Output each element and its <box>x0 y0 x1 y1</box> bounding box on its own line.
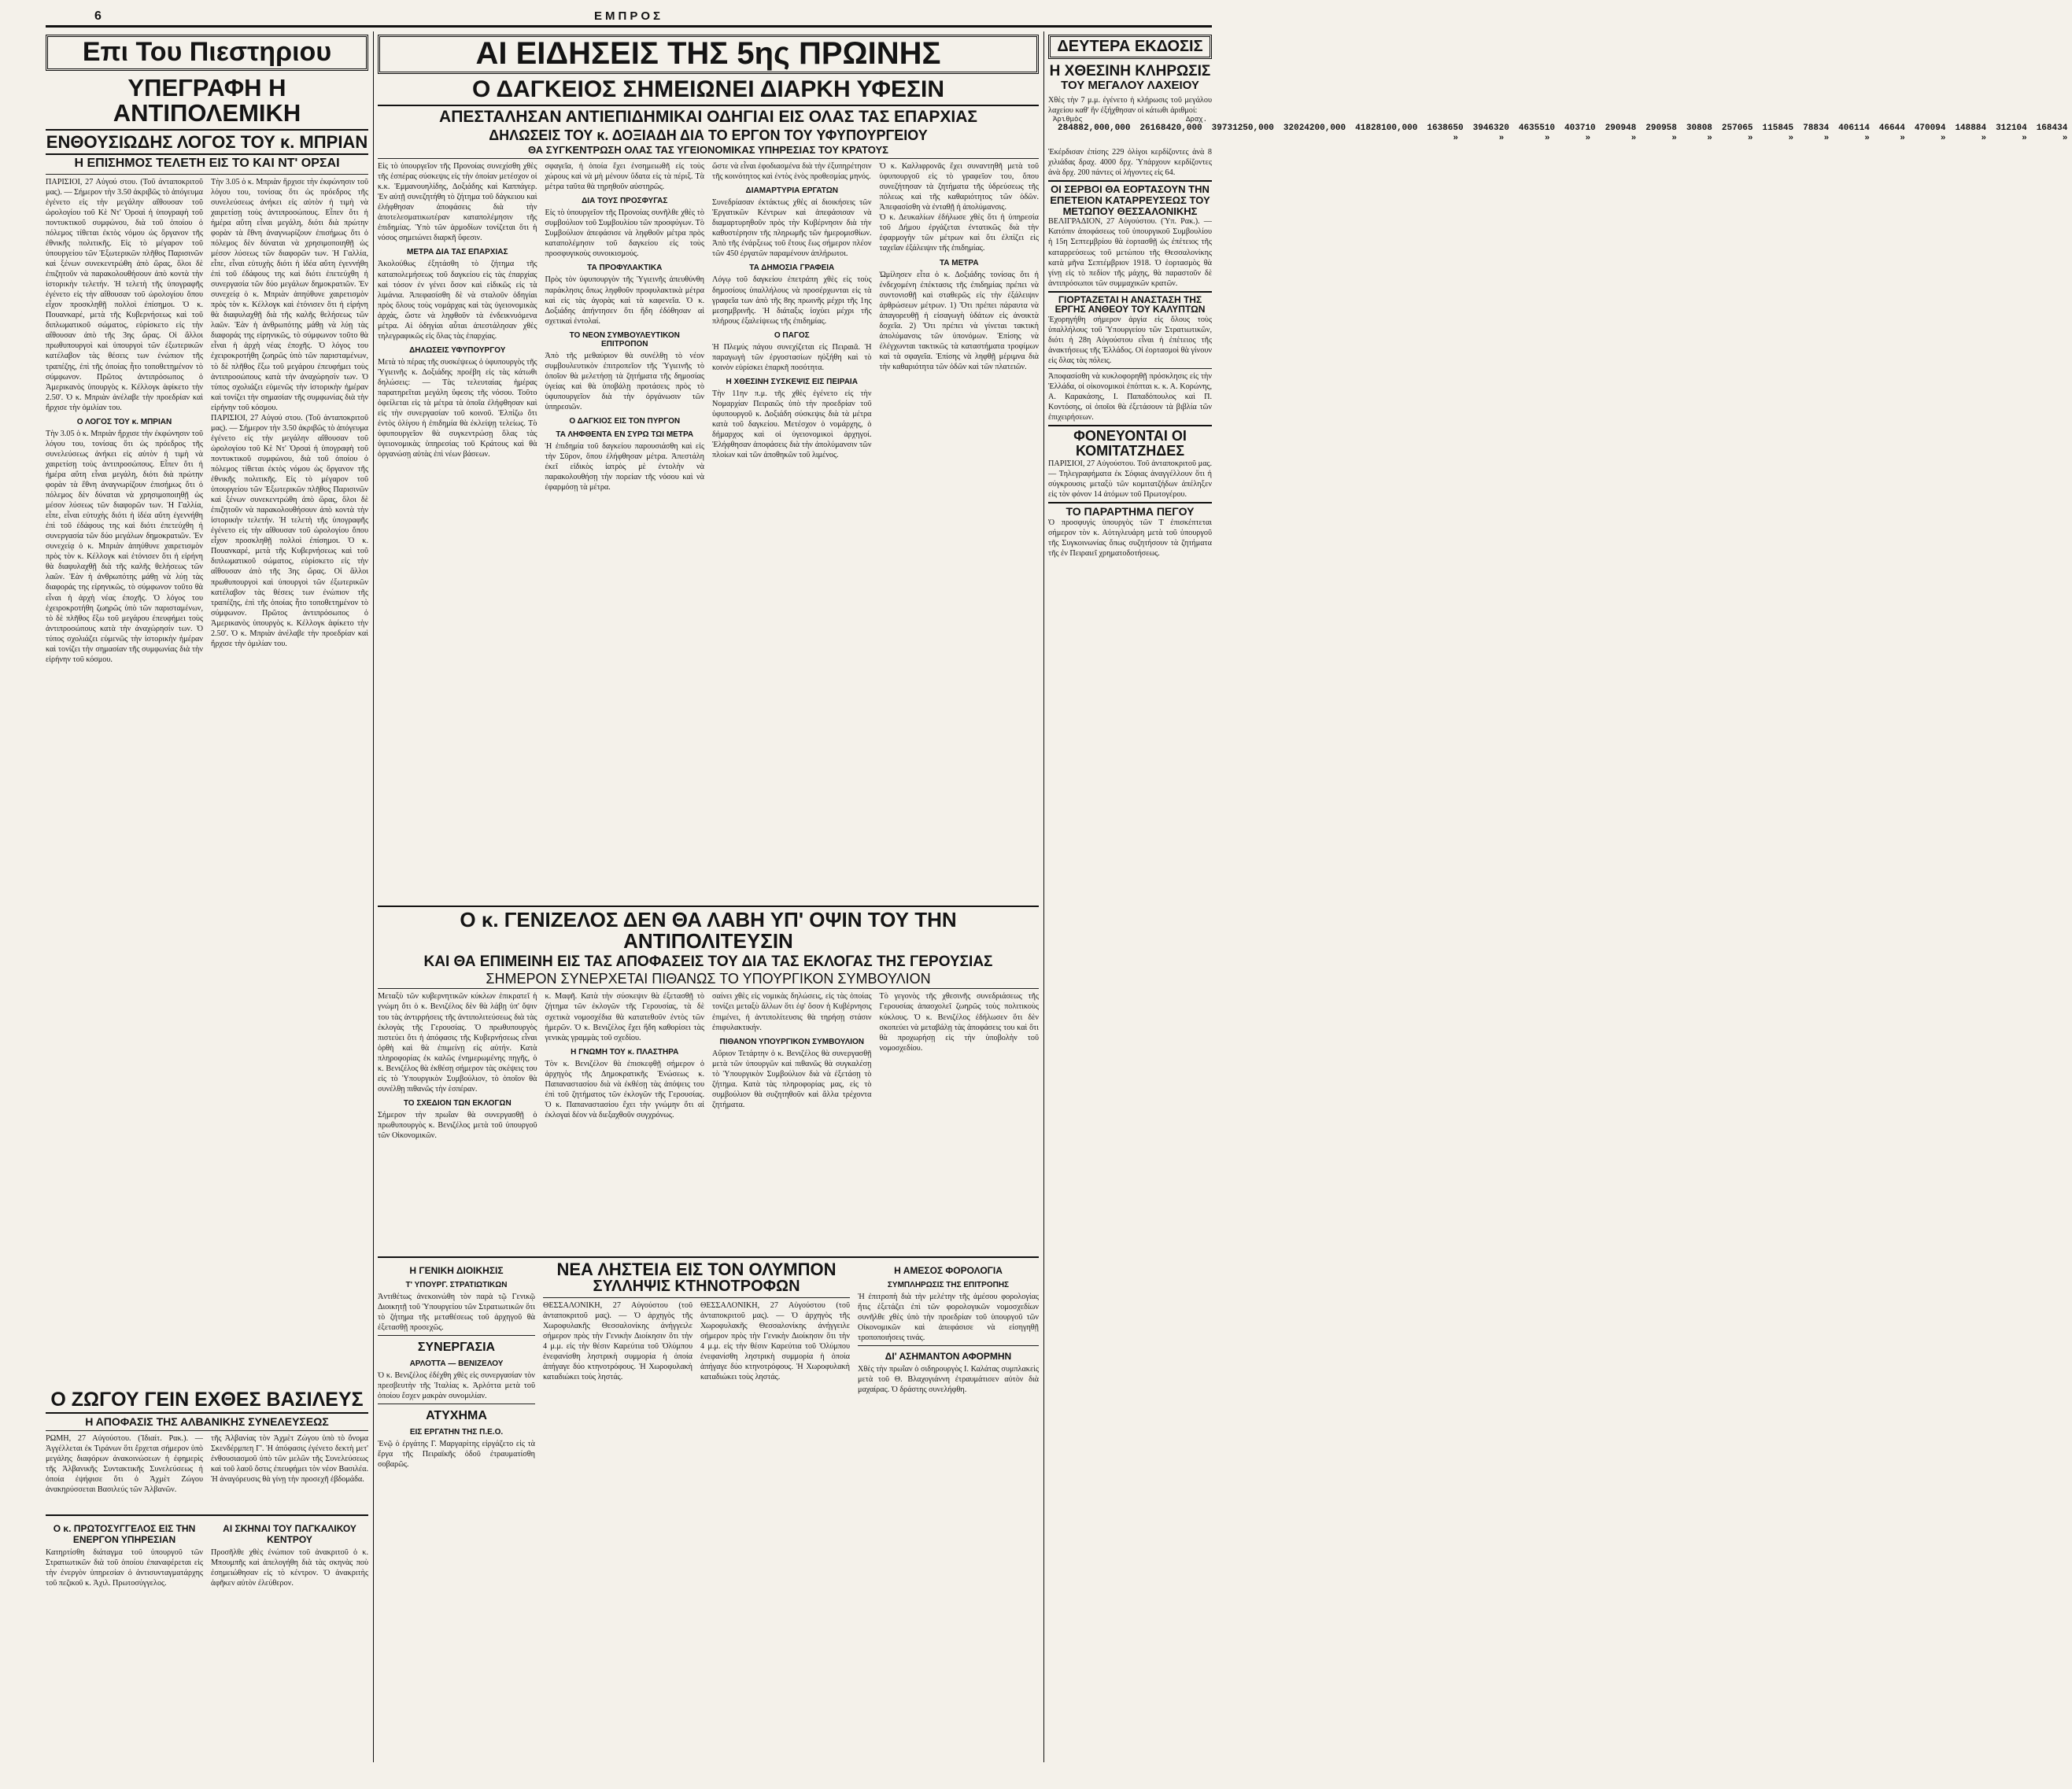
subheadline-briand: ΕΝΘΟΥΣΙΩΔΗΣ ΛΟΓΟΣ ΤΟΥ κ. ΜΠΡΙΑΝ <box>46 131 368 152</box>
lottery-headline: Η ΧΘΕΣΙΝΗ ΚΛΗΡΩΣΙΣ <box>1049 63 1211 79</box>
treaty-body-continued: Τὴν 3.05 ὁ κ. Μπριὰν ἤρχισε τὴν ἐκφώνησιν τοῦ λόγου του, τονίσας ὅτι ὡς πρόεδρος τῆς συνελεύσεως ἀνήκει εἰς αὐτὸν ἡ τιμὴ νὰ χαιρετίσῃ τοὺς ἀντιπροσώπους. Εἶπεν ὅτι ἡ ἡμέρα αὕτη εἶναι μεγάλη, διότι διὰ πρώτην φορὰν τὰ ἔθνη ἀναγνωρίζουν ἐπισήμως ὅτι ὁ πόλεμος δὲν δύναται νὰ χρησιμοποιηθῇ ὡς μέσον λύσεως τῶν διαφορῶν των. Ἡ Γαλλία, εἶπε, εἶναι εὐτυχὴς διότι ἡ ἰδέα αὕτη ἐγεννήθη ἐπὶ τοῦ ἐδάφους της καὶ διότι ἐπετεύχθη ἡ συνεργασία τῶν δύο μεγάλων δημοκρατιῶν. Ἐν συνεχείᾳ ὁ κ. Μπριὰν ἀπηύθυνε χαιρετισμὸν πρὸς τὸν κ. Κέλλογκ καὶ ἐτόνισεν ὅτι ἡ εἰρήνη θὰ διαφυλαχθῇ διὰ τῆς καλῆς θελήσεως τῶν λαῶν. Ἐὰν ἡ ἀνθρωπότης μάθῃ νὰ λύῃ τὰς διαφοράς της εἰρηνικῶς, τὸ σύμφωνον τοῦτο θὰ εἶναι ἡ ἀρχὴ νέας ἐποχῆς. Ὁ λόγος του ἐχειροκροτήθη ζωηρῶς ὑπὸ τῶν παρισταμένων, τὸ δὲ πλῆθος ἔξω τοῦ μεγάρου ἐπευφήμει τοὺς ἀντιπροσώπους κατὰ τὴν ἀναχώρησίν των. Ὁ τύπος σχολιάζει εὐμενῶς τὴν ἱστορικὴν ἡμέραν καὶ τονίζει τὴν σημασίαν τῆς συμφωνίας διὰ τὴν εἰρήνην τοῦ κόσμου. <box>211 177 368 412</box>
dengue-c2: σφαγεῖα, ἡ ὁποία ἔχει ἐνσημειωθῆ εἰς τοὺς χώρους καὶ νὰ μὴ μένουν ὕδατα εἰς τὰ πέριξ. Τὰ μέτρα ταῦτα θὰ τηρηθοῦν αὐστηρῶς. <box>545 162 704 192</box>
lottery-prize: 420,000 <box>1165 124 1202 134</box>
dengue-c3: ὥστε νὰ εἶναι ἐφοδιασμένα διὰ τὴν ἐξυπηρέτησιν τῆς κοινότητος καὶ ἐντὸς ἑνὸς προθεσμίας μηνός. <box>712 162 872 182</box>
annex-body: Ὁ προσφυγὶς ὑπουργὸς τῶν Τ ἐπισκέπτεται σήμερον τὸν κ. Αὐτιγλευάρη μετὰ τοῦ ὑπουργοῦ τῆς Συγκοινωνίας ὅπως συζητήσουν τὰ ζητήματα τῆς ἐν Πειραιεῖ χρηματοδοτήσεως. <box>1048 518 1212 559</box>
lottery-prize: 20 » <box>1498 124 1509 144</box>
serbs-body: ΒΕΛΙΓΡΑΔΙΟΝ, 27 Αὐγούστου. (Ὑπ. Ρακ.). — Κατόπιν ἀποφάσεως τοῦ ὑπουργικοῦ Συμβουλίου ἡ 15η Σεπτεμβρίου θὰ ἑορτασθῇ ὡς ἐπέτειος τῆς καταρρεύσεως τοῦ μετώπου τῆς Θεσσαλονίκης κατὰ μῆνα Σεπτέμβριον 1918. Ὁ ἑορτασμὸς θὰ γίνῃ εἰς τὸ πεδίον τῆς μάχης, θὰ παραστοῦν δὲ ἀντιπρόσωποι τῶν συμμαχικῶν κρατῶν. <box>1048 217 1212 288</box>
lottery-row <box>1834 124 1874 144</box>
left-column <box>46 35 368 1380</box>
lottery-after: Ἐκέρδισαν ἐπίσης 229 ὀλίγοι κερδίζοντες ἀνὰ 8 χιλιάδας δραχ. 4000 δρχ. Ὑπάρχουν κερδίζοντες ἀνὰ δρχ. 200 πάντες οἱ λήγοντες εἰς 64. <box>1048 148 1212 178</box>
provinces-subhead: ΜΕΤΡΑ ΔΙΑ ΤΑΣ ΕΠΑΡΧΙΑΣ <box>407 248 508 257</box>
zog-body-2: τῆς Ἀλβανίας τὸν Ἀχμὲτ Ζώγου ὑπὸ τὸ ὄνομα Σκενδέρμπεη Γ'. Ἡ ἀπόφασις ἐγένετο δεκτὴ μετ' ἐνθουσιασμοῦ ὑπὸ τῶν μελῶν τῆς Συνελεύσεως καὶ τοῦ λαοῦ ὅστις ἐπευφήμει τὸν νέον Βασιλέα. Ἡ ἀναγόρευσις θὰ γίνῃ τὴν προσεχῆ ἑβδομάδα. <box>211 1433 368 1485</box>
lottery-header-num: Ἀριθμὸς <box>1053 115 1083 124</box>
lottery-number: 46355 <box>1518 124 1545 134</box>
lottery-prize: 5 » <box>1747 124 1753 144</box>
refugees-subhead: ΔΙΑ ΤΟΥΣ ΠΡΟΣΦΥΓΑΣ <box>582 197 668 206</box>
lottery-row <box>1682 124 1717 144</box>
venizelos-c2: κ. Μαφῆ. Κατὰ τὴν σύσκεψιν θὰ ἐξετασθῇ τὸ ζήτημα τῶν ἐκλογῶν τῆς Γερουσίας, τὰ δὲ σχετικὰ νομοσχέδια θὰ κατατεθοῦν ἐντὸς τῶν ἡμερῶν. Ὁ κ. Βενιζέλος ἔχει ἤδη καθορίσει τὰς γενικὰς γραμμὰς τοῦ σχεδίου. <box>545 992 704 1042</box>
undersecretary-subhead: ΔΗΛΩΣΕΙΣ ΥΦΥΠΟΥΡΓΟΥ <box>409 345 506 355</box>
lottery-prize: 10 » <box>1544 124 1556 144</box>
anniversary-body: Ἐχορηγήθη σήμερον ἀργία εἰς ὅλους τοὺς ὑπαλλήλους τοῦ Ὑπουργείου τῶν Στρατιωτικῶν, διότι ἡ 28η Αὐγούστου εἶναι ἡ ἐπέτειος τῆς ἀνακτήσεως τῆς Ἑλλάδος. Οἱ ἐορτασμοὶ θὰ γίνουν εἰς ὅλας τὰς πόλεις. <box>1048 315 1212 366</box>
pyrgos-subhead: Ο ΔΑΓΚΙΟΣ ΕΙΣ ΤΟΝ ΠΥΡΓΟΝ <box>569 416 681 426</box>
measures-subhead: ΤΑ ΜΕΤΡΑ <box>939 258 979 267</box>
dengue-headline: Ο ΔΑΓΚΕΙΟΣ ΣΗΜΕΙΩΝΕΙ ΔΙΑΡΚΗ ΥΦΕΣΙΝ <box>472 76 944 102</box>
lottery-prize: 4 » <box>2062 124 2068 144</box>
lottery-prize: 4 » <box>1900 124 1905 144</box>
lottery-row <box>1279 124 1350 144</box>
concentration-headline: ΘΑ ΣΥΓΚΕΝΤΡΩΣΗ ΟΛΑΣ ΤΑΣ ΥΓΕΙΟΝΟΜΙΚΑΣ ΥΠΗΡΕΣΙΑΣ ΤΟΥ ΚΡΑΤΟΥΣ <box>528 144 888 157</box>
pangalikou-body: Προσῆλθε χθὲς ἐνώπιον τοῦ ἀνακριτοῦ ὁ κ. Μπουμπῆς καὶ ἀπελογήθη διὰ τὰς σκηνὰς ποὺ ἐσημειώθησαν εἰς τὸ κέντρον. Ὁ ἀνακριτὴς ἀφῆκεν αὐτὸν ἐλεύθερον. <box>211 1547 368 1588</box>
lottery-table <box>1048 115 2068 145</box>
olympus-headline: ΝΕΑ ΛΗΣΤΕΙΑ ΕΙΣ ΤΟΝ ΟΛΥΜΠΟΝ <box>556 1260 837 1279</box>
tax-headline: Η ΑΜΕΣΟΣ ΦΟΡΟΛΟΓΙΑ <box>894 1265 1003 1276</box>
right-column <box>1048 35 2068 1765</box>
refugees-body: Εἰς τὸ ὑπουργεῖον τῆς Προνοίας συνῆλθε χθὲς τὸ συμβούλιον τοῦ Συμβουλίου τῶν προσφύγων. Τὸ Συμβούλιον ἀπεφάσισε νὰ ληφθοῦν μέτρα πρὸς καταπολέμησιν τοῦ δαγκείου εἰς τοὺς προσφυγικοὺς συνοικισμούς. <box>545 208 704 259</box>
treaty-subhead: Ο ΛΟΓΟΣ ΤΟΥ κ. ΜΠΡΙΑΝ <box>76 417 172 426</box>
olympus-body: ΘΕΣΣΑΛΟΝΙΚΗ, 27 Αὐγούστου (τοῦ ἀνταποκριτοῦ μας). — Ὁ ἀρχηγὸς τῆς Χωροφυλακῆς Θεσσαλονίκης ἀνήγγειλε σήμερον πρὸς τὴν Γενικὴν Διοίκησιν ὅτι τὴν 4 μ.μ. εἰς τὴν θέσιν Καρεύτια τοῦ Ὀλύμπου ἐνεφανίσθη ληστρικὴ συμμορία ἡ ὁποία ἀπήγαγε δύο κτηνοτρόφους. Ἡ Χωροφυλακὴ καταδιώκει τοὺς ληστάς. <box>543 1301 693 1382</box>
lottery-prize: 4 » <box>2022 124 2027 144</box>
anniversary-headline: ΓΙΟΡΤΑΖΕΤΑΙ Η ΑΝΑΣΤΑΣΗ ΤΗΣ ΕΡΓΗΣ ΑΝΘΕΟΥ ΤΟΥ ΚΑΛΥΠΤΩΝ <box>1054 293 1206 315</box>
lottery-row <box>1560 124 1601 144</box>
treaty-body: ΠΑΡΙΣΙΟΙ, 27 Αὐγού στου. (Τοῦ ἀνταποκριτοῦ μας). — Σήμερον τὴν 3.50 ἀκριβῶς τὸ ἀπόγευμα ἐγένετο εἰς τὴν μεγάλην αἴθουσαν τοῦ ὡρολογίου τοῦ Κὲ Ντ' Ὀρσαὶ ἡ ὑπογραφὴ τοῦ ποντυκτικοῦ συμφώνου, διὰ τοῦ ὁποίου ὁ πόλεμος τίθεται ἐκτὸς νόμου ὡς ὄργανον τῆς ἐθνικῆς πολιτικῆς. Εἰς τὸ μέγαρον τοῦ ὑπουργείου τῶν Ἐξωτερικῶν πλῆθος Παρισινῶν καὶ ξένων συνεκεντρώθη ἀπὸ ὥρας, ὅλοι δὲ ἐπιζητοῦν νὰ παρακολουθήσουν ἀπὸ κοντὰ τὴν ἱστορικὴν τελετήν. Ἡ τελετὴ τῆς ὑπογραφῆς ἐγένετο εἰς τὴν αἴθουσαν τοῦ ὡρολογίου ὅπου εἶχον προσκληθῇ πολλοὶ ἐπίσημοι. Ὁ κ. Πουανκαρέ, μετὰ τῆς Κυβερνήσεως καὶ τοῦ διπλωματικοῦ σώματος, εὑρίσκετο εἰς τὴν αἴθουσαν ἀπὸ τῆς 3ης ὥρας. Οἱ ἄλλοι πρωθυπουργοὶ καὶ ὑπουργοὶ τῶν ἐξωτερικῶν κατέλαβον τὰς θέσεις των ἐνώπιον τῆς τραπέζης, ἐπὶ τῆς ὁποίας ἦτο τοποθετημένον τὸ σύμφωνον. Πρῶτος ἀντιπρόσωπος ὁ Ἀμερικανὸς ὑπουργὸς κ. Κέλλογκ ἀφίκετο τὴν 2.50'. Ὁ κ. Μπριὰν ἀνέλαβε τὴν προεδρίαν καὶ ἤρχισε τὴν ὁμιλίαν του. <box>46 177 203 412</box>
komitadjis-body: ΠΑΡΙΣΙΟΙ, 27 Αὐγούστου. Τοῦ ἀνταποκριτοῦ μας. — Τηλεγραφήματα ἐκ Σόφιας ἀναγγέλλουν ὅτι ἡ σύγκρουσις μεταξὺ τῶν κομιτατζήδων ἀπέληξεν εἰς τὸν φόνον 14 ἀτόμων τοῦ Πρωτογέρου. <box>1048 459 1212 500</box>
lottery-row <box>1641 124 1682 144</box>
lottery-prize: 8 » <box>1631 124 1637 144</box>
cooperation-headline: ΣΥΝΕΡΓΑΣΙΑ <box>417 1341 496 1355</box>
protosyngelos-headline: Ο κ. ΠΡΩΤΟΣΥΓΓΕΛΟΣ ΕΙΣ ΤΗΝ ΕΝΕΡΓΟΝ ΥΠΗΡΕΣΙΑΝ <box>53 1522 196 1545</box>
directives-headline: ΑΠΕΣΤΑΛΗΣΑΝ ΑΝΤΙΕΠΙΔΗΜΙΚΑΙ ΟΔΗΓΙΑΙ ΕΙΣ ΟΛΑΣ ΤΑΣ ΕΠΑΡΧΙΑΣ <box>439 107 977 126</box>
lottery-row <box>1514 124 1560 144</box>
lottery-prize: 200,000 <box>1309 124 1346 134</box>
page-number: 6 <box>94 9 102 23</box>
lottery-number: 4037 <box>1564 124 1586 134</box>
lottery-row <box>1468 124 1514 144</box>
lottery-row <box>1798 124 1834 144</box>
lottery-number: 29094 <box>1605 124 1631 134</box>
left-bottom-section <box>46 1389 368 1767</box>
second-edition-banner: ΔΕΥΤΕΡΑ ΕΚΔΟΣΙΣ <box>1048 35 1212 59</box>
syros-body: Ἡ ἐπιδημία τοῦ δαγκείου παρουσιάσθη καὶ εἰς τὴν Σῦρον, ὅπου ἐλήφθησαν μέτρα. Ἀπεστάλη ἐκεῖ εἰδικὸς ἰατρὸς μὲ ἐντολὴν νὰ παρακολουθήσῃ τὴν πορείαν τῆς νόσου καὶ νὰ ἐφαρμόσῃ τὰ μέτρα. <box>545 441 704 492</box>
offices-subhead: ΤΑ ΔΗΜΟΣΙΑ ΓΡΑΦΕΙΑ <box>749 264 835 273</box>
lottery-number: 28488 <box>1058 124 1084 134</box>
cooperation-body: Ὁ κ. Βενιζέλος ἐδέχθη χθὲς εἰς συνεργασίαν τὸν πρεσβευτὴν τῆς Ἰταλίας κ. Ἀρλόττα μετὰ τοῦ ὁποίου ἔσχεν μακρὰν συνομιλίαν. <box>378 1371 535 1401</box>
general-admin-body: Ἀντιθέτως ἀνεκοινώθη τὸν παρὰ τῷ Γενικῷ Διοικητῇ τοῦ Ὑπουργείου τῶν Στρατιωτικῶν ὅτι τὸ ζήτημα τῆς μεταθέσεως τοῦ ἀρχηγοῦ θὰ ἐξετασθῇ προσεχῶς. <box>378 1293 535 1333</box>
lottery-number: 41828 <box>1355 124 1382 134</box>
olympus-body-2: ΘΕΣΣΑΛΟΝΙΚΗ, 27 Αὐγούστου (τοῦ ἀνταποκριτοῦ μας). — Ὁ ἀρχηγὸς τῆς Χωροφυλακῆς Θεσσαλονίκης ἀνήγγειλε σήμερον πρὸς τὴν Γενικὴν Διοίκησιν ὅτι τὴν 4 μ.μ. εἰς τὴν θέσιν Καρεύτια τοῦ Ὀλύμπου ἐνεφανίσθη ληστρικὴ συμμορία ἡ ὁποία ἀπήγαγε δύο κτηνοτρόφους. Ἡ Χωροφυλακὴ καταδιώκει τοὺς ληστάς. <box>700 1301 850 1382</box>
lottery-row <box>2032 124 2072 144</box>
zog-subheadline: Η ΑΠΟΦΑΣΙΣ ΤΗΣ ΑΛΒΑΝΙΚΗΣ ΣΥΝΕΛΕΥΣΕΩΣ <box>85 1415 329 1429</box>
doxiadis-headline: ΔΗΛΩΣΕΙΣ ΤΟΥ κ. ΔΟΞΙΑΔΗ ΔΙΑ ΤΟ ΕΡΓΟΝ ΤΟΥ ΥΦΥΠΟΥΡΓΕΙΟΥ <box>489 127 928 143</box>
lottery-row <box>1053 124 1135 144</box>
accident-subhead: ΕΙΣ ΕΡΓΑΤΗΝ ΤΗΣ Π.Ε.Ο. <box>409 1428 504 1437</box>
cabinet-body: Αὔριον Τετάρτην ὁ κ. Βενιζέλος θὰ συνεργασθῇ μετὰ τῶν ὑπουργῶν καὶ πιθανῶς θὰ συγκαλέσῃ τὸ Ὑπουργικὸν Συμβούλιον διὰ νὰ ἐξετάσῃ τὸ ζήτημα. Κατὰ τὰς πληροφορίας μας, εἰς τὸ συμβούλιον θὰ συζητηθοῦν καὶ ἄλλα τρέχοντα ζητήματα. <box>712 1049 872 1109</box>
provinces-body: Ἀκολούθως ἐξητάσθη τὸ ζήτημα τῆς καταπολεμήσεως τοῦ δαγκείου εἰς τὰς ἐπαρχίας καὶ τόσον ἐν γένει ὅσον καὶ εἰδικῶς εἰς τὰ λιμάνια. Ἀπεφασίσθη δὲ νὰ σταλοῦν ὁδηγίαι πρὸς ὅλους τοὺς νομάρχας καὶ τὰς ὑγειονομικὰς ἀρχάς, ὥστε νὰ ληφθοῦν τὰ ἐνδεικνυόμενα μέτρα. Αἱ ὁδηγίαι αὗται ἀπεστάλησαν χθὲς τηλεγραφικῶς εἰς ὅλας τὰς ἐπαρχίας. <box>378 260 537 341</box>
general-admin-headline: Η ΓΕΝΙΚΗ ΔΙΟΙΚΗΣΙΣ <box>409 1265 504 1276</box>
treaty-body-extra: ΠΑΡΙΣΙΟΙ, 27 Αὐγού στου. (Τοῦ ἀνταποκριτοῦ μας). — Σήμερον τὴν 3.50 ἀκριβῶς τὸ ἀπόγευμα ἐγένετο εἰς τὴν μεγάλην αἴθουσαν τοῦ ὡρολογίου τοῦ Κὲ Ντ' Ὀρσαὶ ἡ ὑπογραφὴ τοῦ ποντυκτικοῦ συμφώνου, διὰ τοῦ ὁποίου ὁ πόλεμος τίθεται ἐκτὸς νόμου ὡς ὄργανον τῆς ἐθνικῆς πολιτικῆς. Εἰς τὸ μέγαρον τοῦ ὑπουργείου τῶν Ἐξωτερικῶν πλῆθος Παρισινῶν καὶ ξένων συνεκεντρώθη ἀπὸ ὥρας, ὅλοι δὲ ἐπιζητοῦν νὰ παρακολουθήσουν ἀπὸ κοντὰ τὴν ἱστορικὴν τελετήν. Ἡ τελετὴ τῆς ὑπογραφῆς ἐγένετο εἰς τὴν αἴθουσαν τοῦ ὡρολογίου ὅπου εἶχον προσκληθῇ πολλοὶ ἐπίσημοι. Ὁ κ. Πουανκαρέ, μετὰ τῆς Κυβερνήσεως καὶ τοῦ διπλωματικοῦ σώματος, εὑρίσκετο εἰς τὴν αἴθουσαν ἀπὸ τῆς 3ης ὥρας. Οἱ ἄλλοι πρωθυπουργοὶ καὶ ὑπουργοὶ τῶν ἐξωτερικῶν κατέλαβον τὰς θέσεις των ἐνώπιον τῆς τραπέζης, ἐπὶ τῆς ὁποίας ἦτο τοποθετημένον τὸ σύμφωνον. Πρῶτος ἀντιπρόσωπος ὁ Ἀμερικανὸς ὑπουργὸς κ. Κέλλογκ ἀφίκετο τὴν 2.50'. Ὁ κ. Μπριὰν ἀνέλαβε τὴν προεδρίαν καὶ ἤρχισε τὴν ὁμιλίαν του. <box>211 413 368 648</box>
annex-headline: ΤΟ ΠΑΡΑΡΤΗΜΑ ΠΕΓΟΥ <box>1066 505 1195 518</box>
lottery-row <box>1950 124 1991 144</box>
senate-headline: ΚΑΙ ΘΑ ΕΠΙΜΕΙΝΗ ΕΙΣ ΤΑΣ ΑΠΟΦΑΣΕΙΣ ΤΟΥ ΔΙΑ ΤΑΣ ΕΚΛΟΓΑΣ ΤΗΣ ΓΕΡΟΥΣΙΑΣ <box>423 953 993 970</box>
lottery-row <box>1135 124 1206 144</box>
lottery-row <box>1717 124 1758 144</box>
dengue-c4b: Ὁ κ. Δευκαλίων ἐδήλωσε χθὲς ὅτι ἡ ὑπηρεσία τοῦ Δήμου ἐργάζεται ἐντατικῶς διὰ τὴν ἐφαρμογὴν τῶν μέτρων καὶ ὅτι ἐλπίζει εἰς ταχεῖαν ἐξάλειψιν τῆς ἐπιδημίας. <box>879 213 1039 253</box>
election-plan-body: Σήμερον τὴν πρωΐαν θὰ συνεργασθῇ ὁ πρωθυπουργὸς κ. Βενιζέλος μετὰ τοῦ ὑπουργοῦ τῶν Οἰκονομικῶν. <box>378 1110 537 1140</box>
prophylaxis-subhead: ΤΑ ΠΡΟΦΥΛΑΚΤΙΚΑ <box>587 264 663 273</box>
offices-body: Λόγῳ τοῦ δαγκείου ἐπετράπη χθὲς εἰς τοὺς δημοσίους ὑπαλλήλους νὰ προσέρχωνται εἰς τὰ γραφεῖα των ἀπὸ τῆς 8ης πρωινῆς μέχρι τῆς 1ης μεσημβρινῆς. Ἡ διάταξις ἰσχύει μέχρι τῆς πλήρους ἐξαλείψεως τῆς ἐπιδημίας. <box>712 275 872 326</box>
ice-subhead: Ο ΠΑΓΟΣ <box>774 330 810 340</box>
accident-body: Ἐνῷ ὁ ἐργάτης Γ. Μαργαρίτης εἰργάζετο εἰς τὰ ἔργα τῆς Πειραϊκῆς ὁδοῦ ἐτραυματίσθη σοβαρῶς. <box>378 1440 535 1470</box>
election-plan-subhead: ΤΟ ΣΧΕΔΙΟΝ ΤΩΝ ΕΚΛΟΓΩΝ <box>403 1098 512 1108</box>
section-title: Επι Του Πιεστηριου <box>46 35 368 71</box>
lottery-number: 25706 <box>1721 124 1748 134</box>
lottery-number: 26168 <box>1139 124 1166 134</box>
column-rule-1 <box>373 31 374 1762</box>
general-admin-subhead: Τ' ΥΠΟΥΡΓ. ΣΤΡΑΤΙΩΤΙΚΩΝ <box>405 1281 508 1289</box>
lottery-number: 16386 <box>1427 124 1453 134</box>
venizelos-c1: Μεταξὺ τῶν κυβερνητικῶν κύκλων ἐπικρατεῖ ἡ γνώμη ὅτι ὁ κ. Βενιζέλος δὲν θὰ λάβῃ ὑπ' ὄψιν του τὰς ἀντιρρήσεις τῆς ἀντιπολιτεύσεως διὰ τὰς ἐκλογὰς τῆς Γερουσίας. Ὁ πρωθυπουργὸς πιστεύει ὅτι ἡ ἀπόφασις τῆς Κυβερνήσεως εἶναι ὀρθὴ καὶ θὰ ἐπιμείνῃ εἰς αὐτήν. Κατὰ πληροφορίας ἐκ καλῶς ἐνημερωμένης πηγῆς, ὁ κ. Βενιζέλος θὰ ἐκθέσῃ σήμερον τὰς σκέψεις του εἰς τὸ Ὑπουργικὸν Συμβούλιον, τὸ ὁποῖον θὰ συνέλθῃ πιθανῶς τὴν ἑσπέραν. <box>378 992 537 1094</box>
lottery-number: 11584 <box>1762 124 1789 134</box>
lottery-prize: 5 » <box>1788 124 1794 144</box>
cabinet-subhead: ΠΙΘΑΝΟΝ ΥΠΟΥΡΓΙΚΟΝ ΣΥΜΒΟΥΛΙΟΝ <box>719 1037 865 1046</box>
lottery-number: 47009 <box>1914 124 1941 134</box>
lottery-prize: 10 » <box>1585 124 1596 144</box>
cabinet-headline: ΣΗΜΕΡΟΝ ΣΥΝΕΡΧΕΤΑΙ ΠΙΘΑΝΩΣ ΤΟ ΥΠΟΥΡΓΙΚΟΝ ΣΥΜΒΟΥΛΙΟΝ <box>486 970 931 987</box>
lottery-intro: Χθὲς τὴν 7 μ.μ. ἐγένετο ἡ κλήρωσις τοῦ μεγάλου λαχείου καθ' ἣν ἐξήχθησαν οἱ κάτωθι ἀριθμοί: <box>1048 95 1212 115</box>
prophylaxis-body: Πρὸς τὸν ὑφυπουργὸν τῆς Ὑγιεινῆς ἀπευθύνθη παράκλησις ὅπως ληφθοῦν προφυλακτικὰ μέτρα καὶ εἰς τὰς ἀγορὰς καὶ τὰ καφενεῖα. Ὁ κ. Δοξιάδης ἀπήντησεν ὅτι ἤδη ἐδόθησαν αἱ σχετικαὶ ἐντολαί. <box>545 275 704 326</box>
masthead <box>46 11 1212 28</box>
committee-body: Ἀπὸ τῆς μεθαύριον θὰ συνέλθῃ τὸ νέον συμβουλευτικὸν ἐπιτροπεῖον τῆς Ὑγιεινῆς τὸ ὁποῖον θὰ μελετήσῃ τὰ ζητήματα τῆς δημοσίας ὑγείας καὶ θὰ ὑποβάλῃ προτάσεις πρὸς τὸ ὑφυπουργεῖον διὰ τὴν ὀργάνωσιν τῶν ὑπηρεσιῶν. <box>545 351 704 411</box>
lottery-row <box>1991 124 2032 144</box>
committee-subhead: ΤΟ ΝΕΟΝ ΣΥΜΒΟΥΛΕΥΤΙΚΟΝ ΕΠΙΤΡΟΠΟΝ <box>569 330 680 349</box>
lottery-row <box>1207 124 1279 144</box>
syros-subhead: ΤΑ ΛΗΦΘΕΝΤΑ ΕΝ ΣΥΡΩ ΤΩΙ ΜΕΤΡΑ <box>556 430 694 439</box>
lottery-number: 16843 <box>2036 124 2063 134</box>
lottery-prize: 50 » <box>1453 124 1464 144</box>
zog-headline: Ο ΖΩΓΟΥ ΓΕΙΝ ΕΧΘΕΣ ΒΑΣΙΛΕΥΣ <box>50 1389 364 1411</box>
lottery-row <box>1910 124 1951 144</box>
lottery-header-prize: Δραχ. <box>1185 115 1207 124</box>
lottery-row <box>1350 124 1422 144</box>
middle-top-section <box>378 35 1039 896</box>
auditors-body: Ἀποφασίσθη νὰ κυκλοφορηθῇ πρόσκλησις εἰς τὴν Ἐλλάδα, οἱ οἰκονομικοὶ ἐπόπται κ. κ. Α. Κορώνης, Α. Καρακάσης, Ι. Παπαδόπουλος καὶ Π. Κοντόσης, οἱ ὁποῖοι θὰ ἐξετάσουν τὰ βιβλία τῶν ἐπιχειρήσεων. <box>1048 372 1212 422</box>
lottery-number: 31210 <box>1996 124 2022 134</box>
venizelos-headline: Ο κ. ΓΕΝΙΖΕΛΟΣ ΔΕΝ ΘΑ ΛΑΒΗ ΥΠ' ΟΨΙΝ ΤΟΥ ΤΗΝ ΑΝΤΙΠΟΛΙΤΕΥΣΙΝ <box>460 908 957 954</box>
workers-body: Συνεδρίασαν ἐκτάκτως χθὲς αἱ διοικήσεις τῶν Ἐργατικῶν Κέντρων καὶ ἀπεφάσισαν νὰ διαμαρτυρηθοῦν πρὸς τὴν Κυβέρνησιν διὰ τὴν καθυστέρησιν τῆς πληρωμῆς τῶν ἡμερομισθίων. Ἀπὸ τῆς ἐνάρξεως τοῦ ἔτους ἕως σήμερον πλέον τῶν 450 ἐργατῶν παραμένουν ἀπλήρωτοι. <box>712 198 872 259</box>
lottery-prize: 4 » <box>1940 124 1946 144</box>
workers-subhead: ΔΙΑΜΑΡΤΥΡΙΑ ΕΡΓΑΤΩΝ <box>745 186 838 196</box>
middle-bottom-section <box>378 1254 1039 1773</box>
komitadjis-headline: ΦΟΝΕΥΟΝΤΑΙ ΟΙ ΚΟΜΙΤΑΤΖΗΔΕΣ <box>1073 428 1187 459</box>
lottery-prize: 4 » <box>1823 124 1830 144</box>
tax-subhead: ΣΥΜΠΛΗΡΩΣΙΣ ΤΗΣ ΕΠΙΤΡΟΠΗΣ <box>887 1281 1010 1289</box>
zog-body-1: ΡΩΜΗ, 27 Αὐγούστου. (Ἰδιαίτ. Ρακ.). — Ἀγγέλλεται ἐκ Τιράνων ὅτι ἔρχεται σήμερον ὑπὸ μεγάλης διαφόρων ἀνακοινώσεων ἡ ἐφημερὶς τῆς Ἀλβανικῆς Συντακτικῆς Συνελεύσεως ἡ ὁποία ἐψήφισε ὅτι ὁ Ἀχμὲτ Ζώγου ἀνακηρύσσεται Βασιλεύς τῶν Ἀλβανῶν. <box>46 1433 203 1495</box>
pangalikou-headline: ΑΙ ΣΚΗΝΑΙ ΤΟΥ ΠΑΓΚΑΛΙΚΟΥ ΚΕΝΤΡΟΥ <box>223 1522 356 1545</box>
dengue-c1: Εἰς τὸ ὑπουργεῖον τῆς Προνοίας συνεχίσθη χθὲς τῆς ἑσπέρας σύσκεψις εἰς τὴν ὁποίαν μετέσχον οἱ κ.κ. Ἐμμανουηλίδης, Δοξιάδης καὶ Καππάγερ. Ἐν αὐτῇ συνεζητήθη τὸ ζήτημα τοῦ δάγκειου καὶ ἐλήφθησαν ἀποφάσεις διὰ τὴν ἀποτελεσματικωτέραν καταπολέμησιν τῆς ἐπιδημίας. Ὑπὸ τῶν ἁρμοδίων τονίζεται ὅτι ἡ νόσος σημειώνει διαρκῆ ὕφεσιν. <box>378 162 537 243</box>
cooperation-subhead: ΑΡΛΟΤΤΑ — ΒΕΝΙΖΕΛΟΥ <box>409 1359 504 1369</box>
news-banner: ΑΙ ΕΙΔΗΣΕΙΣ ΤΗΣ 5ης ΠΡΩΙΝΗΣ <box>378 35 1039 74</box>
olympus-subheadline: ΣΥΛΛΗΨΙΣ ΚΤΗΝΟΤΡΟΦΩΝ <box>593 1278 800 1296</box>
lottery-prize: 250,000 <box>1237 124 1274 134</box>
lottery-row <box>1758 124 1799 144</box>
trivial-body: Χθὲς τὴν πρωΐαν ὁ σιδηρουργὸς Ι. Καλάτας συμπλακεὶς μετὰ τοῦ Θ. Βλαχογιάννη ἐτραυμάτισεν αὐτὸν διὰ μαχαίρας. Ὁ δράστης συνελήφθη. <box>858 1365 1039 1395</box>
measures-body: Ὡμίλησεν εἶτα ὁ κ. Δοξιάδης τονίσας ὅτι ἡ ἐνδεχομένη ἐπέκτασις τῆς ἐπιδημίας πρέπει νὰ συντονισθῇ καὶ σταθερῶς εἰς τὴν ἐξάλειψιν ἀρθρώσεων μέτρων. 1) Ὅτι πρέπει πάραυτα νὰ ἀπαγορευθῇ ἡ εἰσαγωγὴ ὑδάτων εἰς ἀνοικτὰ δοχεῖα. 2) Ὅτι πρέπει νὰ γίνεται τακτικὴ ἀπολύμανσις τῶν ὑπονόμων. Ἐπίσης νὰ ἐλέγχωνται τακτικῶς τὰ καταστήματα τροφίμων καὶ τὰ σφαγεῖα. Ἐπίσης νὰ ληφθῇ μέριμνα διὰ τὴν καθαριότητα τῶν ὁδῶν καὶ τῶν πλατειῶν. <box>879 270 1039 371</box>
venizelos-section <box>378 903 1039 1249</box>
lottery-row <box>1874 124 1910 144</box>
lottery-row <box>1422 124 1468 144</box>
lottery-number: 3080 <box>1686 124 1708 134</box>
lottery-prize: 8 » <box>1671 124 1677 144</box>
ice-body: Ἡ Πλεμύς πάγου συνεχίζεται εἰς Πειραιᾶ. Ἡ παραγωγὴ τῶν ἐργοστασίων ηὐξήθη καὶ τὸ κοινὸν εὑρίσκει ἐπαρκῆ ποσότητα. <box>712 342 872 372</box>
lottery-row <box>1601 124 1642 144</box>
lottery-prize: 4 » <box>1864 124 1870 144</box>
paper-name: ΕΜΠΡΟΣ <box>593 9 663 23</box>
protosyngelos-body: Κατηρτίσθη διάταγμα τοῦ ὑπουργοῦ τῶν Στρατιωτικῶν διὰ τοῦ ὁποίου ἐπαναφέρεται εἰς τὴν ἐνεργὸν ὑπηρεσίαν ὁ ἀντισυνταγματάρχης τοῦ πεζικοῦ κ. Ἀχιλ. Πρωτοσύγγελος. <box>46 1547 203 1588</box>
serbs-headline: ΟΙ ΣΕΡΒΟΙ ΘΑ ΕΟΡΤΑΣΟΥΝ ΤΗΝ ΕΠΕΤΕΙΟΝ ΚΑΤΑΡΡΕΥΣΕΩΣ ΤΟΥ ΜΕΤΩΠΟΥ ΘΕΣΣΑΛΟΝΙΚΗΣ <box>1050 183 1210 217</box>
subheadline-ceremony: Η ΕΠΙΣΗΜΟΣ ΤΕΛΕΤΗ ΕΙΣ ΤΟ ΚΑΙ ΝΤ' ΟΡΣΑΙ <box>74 156 340 170</box>
column-rule-2 <box>1043 31 1044 1762</box>
plastiras-subhead: Η ΓΝΩΜΗ ΤΟΥ κ. ΠΛΑΣΤΗΡΑ <box>571 1047 679 1057</box>
headline-treaty: ΥΠΕΓΡΑΦΗ Η ΑΝΤΙΠΟΛΕΜΙΚΗ <box>113 73 301 127</box>
lottery-prize: 100,000 <box>1381 124 1418 134</box>
lottery-prize: 8 » <box>1707 124 1712 144</box>
lottery-prize: 2,000,000 <box>1084 124 1131 134</box>
venizelos-c4: Τὸ γεγονὸς τῆς χθεσινῆς συνεδριάσεως τῆς Γερουσίας ἀπασχολεῖ ζωηρῶς τοὺς πολιτικοὺς κύκλους. Ὁ κ. Βενιζέλος ἐδήλωσεν ὅτι δὲν σκοπεύει νὰ μεταβάλῃ τὰς ἀποφάσεις του καὶ ὅτι θὰ προχωρήσῃ εἰς τὴν ὑποβολὴν τοῦ νομοσχεδίου. <box>879 992 1039 1053</box>
briand-speech: Τὴν 3.05 ὁ κ. Μπριὰν ἤρχισε τὴν ἐκφώνησιν τοῦ λόγου του, τονίσας ὅτι ὡς πρόεδρος τῆς συνελεύσεως ἀνήκει εἰς αὐτὸν ἡ τιμὴ νὰ χαιρετίσῃ τοὺς ἀντιπροσώπους. Εἶπεν ὅτι ἡ ἡμέρα αὕτη εἶναι μεγάλη, διότι διὰ πρώτην φορὰν τὰ ἔθνη ἀναγνωρίζουν ἐπισήμως ὅτι ὁ πόλεμος δὲν δύναται νὰ χρησιμοποιηθῇ ὡς μέσον λύσεως τῶν διαφορῶν των. Ἡ Γαλλία, εἶπε, εἶναι εὐτυχὴς διότι ἡ ἰδέα αὕτη ἐγεννήθη ἐπὶ τοῦ ἐδάφους της καὶ διότι ἐπετεύχθη ἡ συνεργασία τῶν δύο μεγάλων δημοκρατιῶν. Ἐν συνεχείᾳ ὁ κ. Μπριὰν ἀπηύθυνε χαιρετισμὸν πρὸς τὸν κ. Κέλλογκ καὶ ἐτόνισεν ὅτι ἡ εἰρήνη θὰ διαφυλαχθῇ διὰ τῆς καλῆς θελήσεως τῶν λαῶν. Ἐὰν ἡ ἀνθρωπότης μάθῃ νὰ λύῃ τὰς διαφοράς της εἰρηνικῶς, τὸ σύμφωνον τοῦτο θὰ εἶναι ἡ ἀρχὴ νέας ἐποχῆς. Ὁ λόγος του ἐχειροκροτήθη ζωηρῶς ὑπὸ τῶν παρισταμένων, τὸ δὲ πλῆθος ἔξω τοῦ μεγάρου ἐπευφήμει τοὺς ἀντιπροσώπους κατὰ τὴν ἀναχώρησίν των. Ὁ τύπος σχολιάζει εὐμενῶς τὴν ἱστορικὴν ἡμέραν καὶ τονίζει τὴν σημασίαν τῆς συμφωνίας διὰ τὴν εἰρήνην τοῦ κόσμου. <box>46 429 203 664</box>
lottery-number: 39731 <box>1211 124 1238 134</box>
lottery-number: 40611 <box>1838 124 1865 134</box>
lottery-number: 14888 <box>1955 124 1982 134</box>
lottery-number: 32024 <box>1283 124 1309 134</box>
venizelos-c3: σαίνει χθὲς εἰς νομικὰς δηλώσεις, εἰς τὰς ὁποίας τονίζει μεταξὺ ἄλλων ὅτι ἐφ' ὅσον ἡ Κυβέρνησις ἐπιμένει, ἡ ἀντιπολίτευσις θὰ τηρήσῃ στάσιν ἐπιφυλακτικήν. <box>712 992 872 1032</box>
trivial-headline: ΔΙ' ΑΣΗΜΑΝΤΟΝ ΑΦΟΡΜΗΝ <box>885 1351 1012 1363</box>
accident-headline: ΑΤΥΧΗΜΑ <box>426 1409 487 1423</box>
lottery-number: 29095 <box>1645 124 1672 134</box>
lottery-prize: 4 » <box>1981 124 1987 144</box>
tax-body: Ἡ ἐπιτροπὴ διὰ τὴν μελέτην τῆς ἀμέσου φορολογίας ἥτις ἐξετάζει ἐπὶ τῶν φορολογικῶν νομοσχεδίων συνῆλθε χθὲς ὑπὸ τὴν προεδρίαν τοῦ ὑπουργοῦ τῶν Οἰκονομικῶν καὶ ἀπεφάσισε νὰ εἰσηγηθῇ τροποποιήσεις τινάς. <box>858 1293 1039 1343</box>
lottery-number: 7883 <box>1803 124 1824 134</box>
plastiras-body: Τὸν κ. Βενιζέλον θὰ ἐπισκεφθῇ σήμερον ὁ ἀρχηγὸς τῆς Δημοκρατικῆς Ἑνώσεως κ. Παπαναστασίου διὰ νὰ ἐκθέσῃ τὰς ἀπόψεις του ἐπὶ τοῦ ζητήματος τῶν ἐκλογῶν τῆς Γερουσίας. Ὁ κ. Παπαναστασίου ἔχει τὴν γνώμην ὅτι αἱ ἐκλογαὶ δέον νὰ διεξαχθοῦν συγχρόνως. <box>545 1059 704 1120</box>
piraeus-body: Τὴν 11ην π.μ. τῆς χθὲς ἐγένετο εἰς τὴν Νομαρχίαν Πειραιῶς ὑπὸ τὴν προεδρίαν τοῦ ὑφυπουργοῦ κ. Δοξιάδη σύσκεψις διὰ τὰ μέτρα κατὰ τοῦ δαγκείου. Μετέσχον ὁ νομάρχης, ὁ δήμαρχος καὶ οἱ ὑγειονομικοὶ ἀρχηγοί. Ἐλήφθησαν ἀποφάσεις διὰ τὴν ἀπολύμανσιν τῶν πλοίων καὶ τῶν ἀποθηκῶν τοῦ λιμένος. <box>712 389 872 460</box>
piraeus-subhead: Η ΧΘΕΣΙΝΗ ΣΥΣΚΕΨΙΣ ΕΙΣ ΠΕΙΡΑΙΑ <box>726 377 858 386</box>
lottery-header <box>1048 116 1212 124</box>
lottery-number: 4664 <box>1878 124 1900 134</box>
dengue-c4: Ὁ κ. Καλλιφρονᾶς ἔχει συναντηθῆ μετὰ τοῦ ὑφυπουργοῦ εἰς τὸ γραφεῖον του, ὅπου συνεζήτησαν τὰ ζητήματα τῆς ὑδρεύσεως τῆς πόλεως καὶ τῆς καθαριότητος τῶν ὁδῶν. Ἀπεφασίσθη νὰ ἐνταθῇ ἡ ἀπολύμανσις. <box>879 162 1039 212</box>
treaty-article <box>46 177 368 1310</box>
lottery-subheadline: ΤΟΥ ΜΕΓΑΛΟΥ ΛΑΧΕΙΟΥ <box>1061 78 1199 92</box>
undersecretary-body: Μετὰ τὸ πέρας τῆς συσκέψεως ὁ ὑφυπουργὸς τῆς Ὑγιεινῆς κ. Δοξιάδης προέβη εἰς τὰς κάτωθι δηλώσεις: — Τὰς τελευταίας ἡμέρας παρατηρεῖται μεγάλη ὕφεσις τῆς νόσου. Τοῦτο ὀφείλεται εἰς τὰ μέτρα τὰ ὁποῖα ἐλήφθησαν καὶ εἰς τὴν συνεργασίαν τοῦ κοινοῦ. Ἐλπίζω ὅτι ἐντὸς ὀλίγου ἡ ἐπιδημία θὰ ἐκλείψῃ τελείως. Τὸ ὑφυπουργεῖον θὰ συγκεντρώσῃ ὅλας τὰς ὑγειονομικὰς ὑπηρεσίας τοῦ Κράτους καὶ θὰ ὀργανώσῃ αὐτὰς ἐπὶ νέων βάσεων. <box>378 357 537 459</box>
lottery-number: 39463 <box>1472 124 1499 134</box>
